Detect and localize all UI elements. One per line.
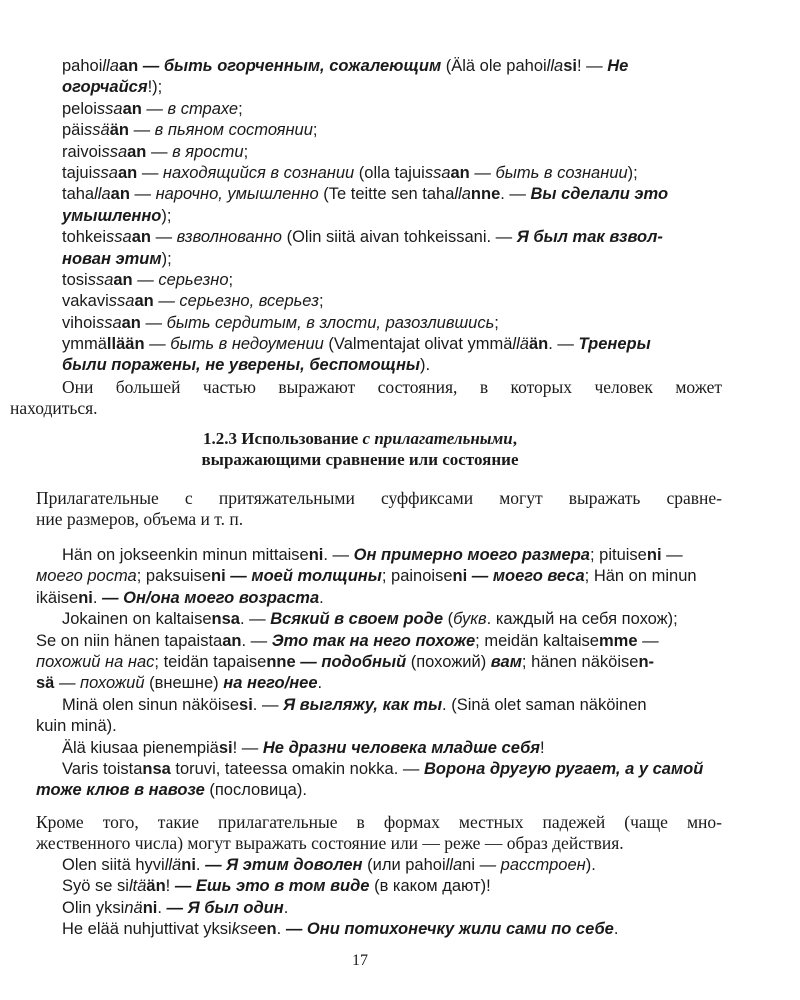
heading-line-1: 1.2.3 Использование с прилагательными, [203,429,517,448]
closing-example-line: He elää nuhjuttivat yksikseen. — Они потихонечку жили сами по себе. [62,920,619,939]
example-line: моего роста; paksuiseni — моей толщины; painoiseni — моего веса; Hän on minun [36,567,697,586]
list-line: были поражены, не уверены, беспомощны). [62,356,431,375]
intro-paragraph [36,488,722,531]
list-line: tahallaan — нарочно, умышленно (Te teitte sen tahallanne. — Вы сделали это [62,185,669,204]
heading-line-2: выражающими сравнение или состояние [201,450,519,469]
list-line: огорчайся!); [62,78,163,97]
example-line: Varis toistansa toruvi, tateessa omakin nokka. — Ворона другую ругает, а у самой [62,759,704,778]
example-line: Minä olen sinun näköisesi. — Я выгляжу, как ты. (Sinä olet saman näköinen [62,695,647,714]
list-line: tajuissaan — находящийся в сознании (olla tajuissaan — быть в сознании); [62,163,638,182]
closing-paragraph [36,812,722,855]
list-line: tosissaan — серьезно; [62,270,234,289]
list-line: raivoissaan — в ярости; [62,142,249,161]
example-line: Se on niin hänen tapaistaan. — Это так на него похоже; meidän kaltaisemme — [36,631,659,650]
closing-example-line: Olen siitä hyvilläni. — Я этим доволен (или pahoillani — расстроен). [62,856,596,874]
list-line: pahoillaan — быть огорченным, сожалеющим (Älä ole pahoillasi! — Не [62,57,629,75]
example-line: Jokainen on kaltaisensa. — Всякий в своем роде (букв. каждый на себя похож); [62,610,678,629]
closing-line-2: жественного числа) могут выражать состояние или — реже — образ действия. [36,833,624,854]
list-line: нован этим); [62,249,172,268]
example-line: Hän on jokseenkin minun mittaiseni. — Он примерно моего размера; pituiseni — [62,546,683,564]
page-number: 17 [352,952,368,969]
closing-line-1: Кроме того, такие прилагательные в формах местных падежей (чаще мно- [36,812,722,832]
example-line: ikäiseni. — Он/она моего возраста. [36,588,324,607]
example-line: похожий на нас; teidän tapaisenne — подобный (похожий) вам; hänen näköisen- [36,652,655,671]
summary-paragraph [10,377,722,420]
closing-examples [62,855,726,941]
section-heading [0,428,720,470]
list-line: умышленно); [62,206,172,225]
list-line: peloissaan — в страхе; [62,99,243,118]
list-line: päissään — в пьяном состоянии; [62,121,318,140]
list-line: vihoissaan — быть сердитым, в злости, разозлившись; [62,313,499,332]
intro-line-1: Прилагательные с притяжательными суффиксами могут выражать сравне- [36,488,722,508]
closing-example-line: Olin yksinäni. — Я был один. [62,898,289,917]
examples-block [36,545,726,802]
intro-line-2: ние размеров, объема и т. п. [36,509,244,530]
example-line: sä — похожий (внешне) на него/нее. [36,674,323,693]
example-line: kuin minä). [36,717,117,736]
top-list [62,56,722,377]
list-line: tohkeissaan — взволнованно (Olin siitä aivan tohkeissani. — Я был так взвол- [62,228,663,247]
list-line: vakavissaan — серьезно, всерьез; [62,292,324,311]
summary-line-1: Они большей частью выражают состояния, в которых человек может [62,377,722,397]
example-line: Älä kiusaa pienempiäsi! — Не дразни человека младше себя! [62,738,545,757]
example-line: тоже клюв в навозе (пословица). [36,781,307,800]
list-line: ymmällään — быть в недоумении (Valmentajat olivat ymmällään. — Тренеры [62,335,651,354]
summary-line-2: находиться. [10,398,98,419]
closing-example-line: Syö se siltään! — Ешь это в том виде (в каком дают)! [62,877,491,896]
